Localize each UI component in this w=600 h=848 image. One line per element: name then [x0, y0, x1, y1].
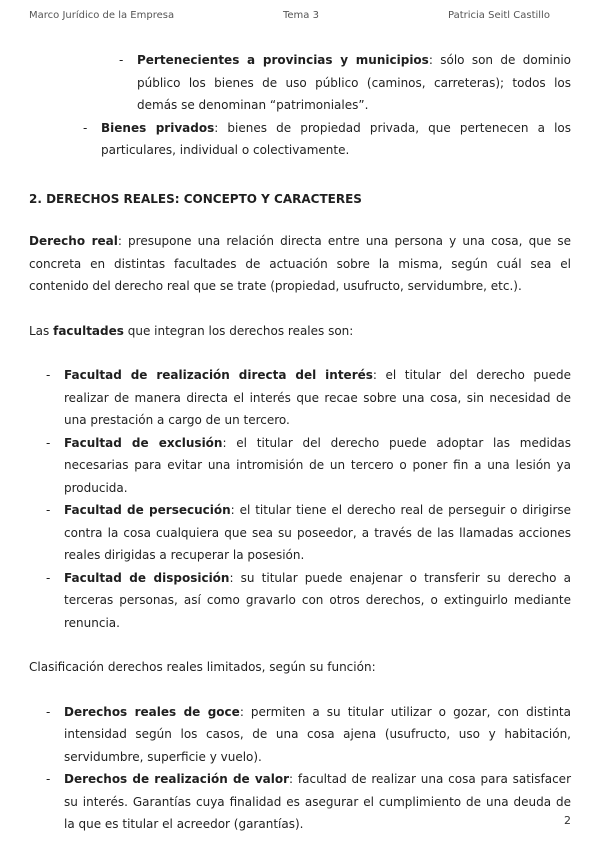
list-item [64, 768, 571, 836]
term: Facultad de exclusión [64, 435, 223, 450]
term: Derechos reales de goce [64, 704, 240, 719]
classification-list [29, 701, 571, 836]
private-goods-list [29, 117, 571, 162]
section-title: 2. DERECHOS REALES: CONCEPTO Y CARACTERES [29, 191, 362, 206]
term: Bienes privados [101, 120, 215, 135]
item-text: : su titular puede enajenar o transferir su derecho a terceras personas, así como gravarlo con otros derechos, o extinguirlo mediante renuncia. [64, 570, 571, 630]
header-course: Marco Jurídico de la Empresa [29, 10, 175, 21]
item-text: : facultad de realizar una cosa para satisfacer su interés. Garantías cuya finalidad es asegurar el cumplimiento de una deuda de la que es titular el acreedor (garantías). [64, 772, 571, 831]
item-text: : sólo son de dominio público los bienes de uso público (caminos, carreteras); todos los demás se denominan “patrimoniales”. [137, 53, 571, 112]
list-item [137, 49, 571, 117]
term: Derechos de realización de valor [64, 772, 290, 786]
list-item [64, 499, 571, 567]
text: Las [29, 323, 54, 338]
intro-paragraph [29, 320, 571, 343]
item-text: : el titular del derecho puede realizar de manera directa el interés que recae sobre una cosa, sin necesidad de una prestación a cargo de un tercero. [64, 368, 571, 427]
list-item [101, 117, 571, 162]
paragraph-text: : presupone una relación directa entre una persona y una cosa, que se concreta en distintas facultades de actuación sobre la misma, según cuál sea el contenido del derecho real que se trate (propiedad, usufructo, servidumbre, etc.). [29, 234, 571, 293]
header-topic: Tema 3 [283, 10, 319, 21]
term: Pertenecientes a provincias y municipios [137, 53, 429, 67]
list-item [64, 432, 571, 500]
header-author: Patricia Seitl Castillo [448, 10, 550, 21]
facultades-list [29, 364, 571, 634]
item-text: : bienes de propiedad privada, que pertenecen a los particulares, individual o colectivamente. [101, 120, 571, 157]
term: Facultad de realización directa del interés [64, 368, 373, 382]
item-text: : el titular del derecho puede adoptar las medidas necesarias para evitar una intromisión de un tercero o poner fin a una lesión ya producida. [64, 435, 572, 495]
list-item [64, 701, 571, 769]
item-text: : permiten a su titular utilizar o gozar, con distinta intensidad según los casos, de una cosa ajena (usufructo, uso y habitación, servidumbre, superficie y vuelo). [64, 704, 571, 764]
page-number: 2 [564, 814, 571, 827]
term: Facultad de disposición [64, 570, 230, 585]
item-text: : el titular tiene el derecho real de perseguir o dirigirse contra la cosa cualquiera que sea su poseedor, a través de las llamadas acciones reales dirigidas a recuperar la posesión. [64, 503, 572, 562]
term: Facultad de persecución [64, 503, 231, 517]
sub-list [29, 49, 571, 117]
definition-paragraph [29, 230, 571, 298]
term: facultades [53, 323, 124, 338]
page-content [29, 49, 571, 836]
list-item [64, 567, 571, 635]
term: Derecho real [29, 234, 118, 248]
classification-intro: Clasificación derechos reales limitados, según su función: [29, 660, 376, 674]
list-item [64, 364, 571, 432]
text: que integran los derechos reales son: [123, 323, 354, 338]
